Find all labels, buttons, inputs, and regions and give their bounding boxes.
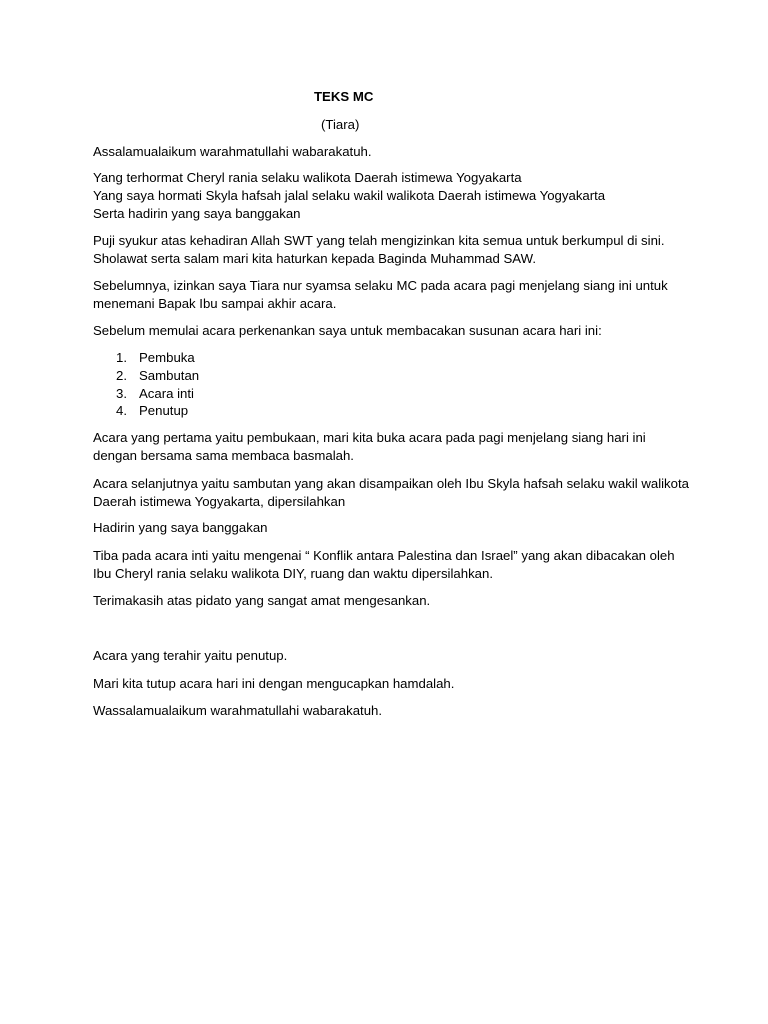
list-item-label: Pembuka [139,350,195,365]
list-item-label: Sambutan [139,368,200,383]
opening-line: Acara yang pertama yaitu pembukaan, mari kita buka acara pada pagi menjelang siang hari ini [93,430,646,445]
thanks-line: Terimakasih atas pidato yang sangat amat mengesankan. [93,593,431,608]
closing-line: Mari kita tutup acara hari ini dengan mengucapkan hamdalah. [93,676,455,691]
list-item-label: Acara inti [139,386,194,401]
gratitude-line: Puji syukur atas kehadiran Allah SWT yang telah mengizinkan kita semua untuk berkumpul di sini. [93,233,665,248]
intro-line: Sebelumnya, izinkan saya Tiara nur syamsa selaku MC pada acara pagi menjelang siang ini untuk [93,278,668,293]
list-item-label: Penutup [139,403,189,418]
opening-line: dengan bersama sama membaca basmalah. [93,448,354,463]
list-item-number: 1. [116,350,127,365]
opening-greeting: Assalamualaikum warahmatullahi wabarakatuh. [93,144,372,159]
main-event-line: Ibu Cheryl rania selaku walikota DIY, ruang dan waktu dipersilahkan. [93,566,494,581]
agenda-intro: Sebelum memulai acara perkenankan saya untuk membacakan susunan acara hari ini: [93,323,602,338]
list-item-number: 4. [116,403,127,418]
list-item-number: 2. [116,368,127,383]
welcome-line: Daerah istimewa Yogyakarta, dipersilahkan [93,494,346,509]
document-subtitle: (Tiara) [321,117,360,132]
salutation-line: Yang saya hormati Skyla hafsah jalal selaku wakil walikota Daerah istimewa Yogyakarta [93,188,606,203]
list-item-number: 3. [116,386,127,401]
closing-greeting: Wassalamualaikum warahmatullahi wabarakatuh. [93,703,383,718]
audience-line: Hadirin yang saya banggakan [93,520,268,535]
document-title: TEKS MC [314,89,374,104]
main-event-line: Tiba pada acara inti yaitu mengenai “ Konflik antara Palestina dan Israel” yang akan dibacakan oleh [93,548,675,563]
intro-line: menemani Bapak Ibu sampai akhir acara. [93,296,337,311]
welcome-line: Acara selanjutnya yaitu sambutan yang akan disampaikan oleh Ibu Skyla hafsah selaku wakil walikota [93,476,689,491]
gratitude-line: Sholawat serta salam mari kita haturkan kepada Baginda Muhammad SAW. [93,251,536,266]
closing-intro-line: Acara yang terahir yaitu penutup. [93,648,288,663]
salutation-line: Serta hadirin yang saya banggakan [93,206,301,221]
salutation-line: Yang terhormat Cheryl rania selaku walikota Daerah istimewa Yogyakarta [93,170,522,185]
